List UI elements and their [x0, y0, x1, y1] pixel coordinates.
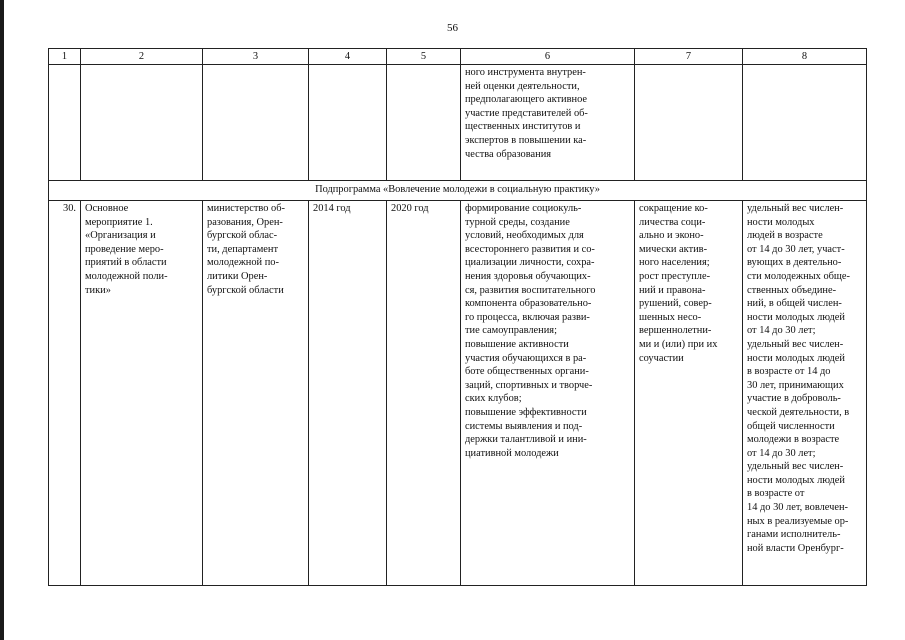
related-indicators: удельный вес числен- ности молодых людей в возрасте от 14 до 30 лет, участ- вующих в деятельно- сти молодежных обще- ственных объедине- ний, в общей числен- ности молодых людей от 14 до 30 лет; удельный вес числен- ности молодых людей в возрасте от 14 до 30 лет, принимающих участие в доброволь- ческой деятельности, в общей численности молодежи в возрасте от 14 до 30 лет; удельный вес числен- ности молодых людей в возрасте от 14 до 30 лет, вовлечен- ных в реализуемые ор- ганами исполнитель- ной власти Оренбург-: [743, 201, 867, 586]
row-number: 30.: [49, 201, 81, 586]
non-implementation-consequences: сокращение ко- личества соци- ально и эконо- мически актив- ного населения; рост преступле- ний и правона- рушений, совер- шенных несо- вершеннолетни- ми и (или) при их соучастии: [635, 201, 743, 586]
column-number-1: 1: [49, 49, 81, 65]
column-number-6: 6: [461, 49, 635, 65]
start-year: 2014 год: [309, 201, 387, 586]
column-number-5: 5: [387, 49, 461, 65]
page-number: 56: [447, 22, 458, 34]
cell-empty: [309, 65, 387, 181]
column-number-3: 3: [203, 49, 309, 65]
subprogram-title: Подпрограмма «Вовлечение молодежи в социальную практику»: [49, 181, 867, 201]
page-edge-bar: [0, 0, 4, 640]
program-table: [48, 48, 867, 586]
continuation-row: [49, 65, 867, 181]
cell-empty: [49, 65, 81, 181]
activity-name: Основное мероприятие 1. «Организация и проведение меро- приятий в области молодежной поли- тики»: [81, 201, 203, 586]
cell-empty: [81, 65, 203, 181]
column-number-2: 2: [81, 49, 203, 65]
column-number-4: 4: [309, 49, 387, 65]
column-number-7: 7: [635, 49, 743, 65]
column-number-8: 8: [743, 49, 867, 65]
cell-empty: [203, 65, 309, 181]
column-number-row: [49, 49, 867, 65]
continuation-result-text: ного инструмента внутрен- ней оценки деятельности, предполагающего активное участие представителей об- щественных институтов и экспертов в повышении ка- чества образования: [461, 65, 635, 181]
cell-empty: [387, 65, 461, 181]
subprogram-row: [49, 181, 867, 201]
end-year: 2020 год: [387, 201, 461, 586]
expected-result: формирование социокуль- турной среды, создание условий, необходимых для всестороннего развития и со- циализации личности, сохра- нения здоровья обучающих- ся, развития воспитательного компонента образовательно- го процесса, включая разви- тие самоуправления; повышение активности участия обучающихся в ра- боте общественных органи- заций, спортивных и творче- ских клубов; повышение эффективности системы выявления и под- держки талантливой и ини- циативной молодежи: [461, 201, 635, 586]
table-row: [49, 201, 867, 586]
cell-empty: [635, 65, 743, 181]
cell-empty: [743, 65, 867, 181]
responsible-executor: министерство об- разования, Орен- бургской облас- ти, департамент молодежной по- литики Орен- бургской области: [203, 201, 309, 586]
